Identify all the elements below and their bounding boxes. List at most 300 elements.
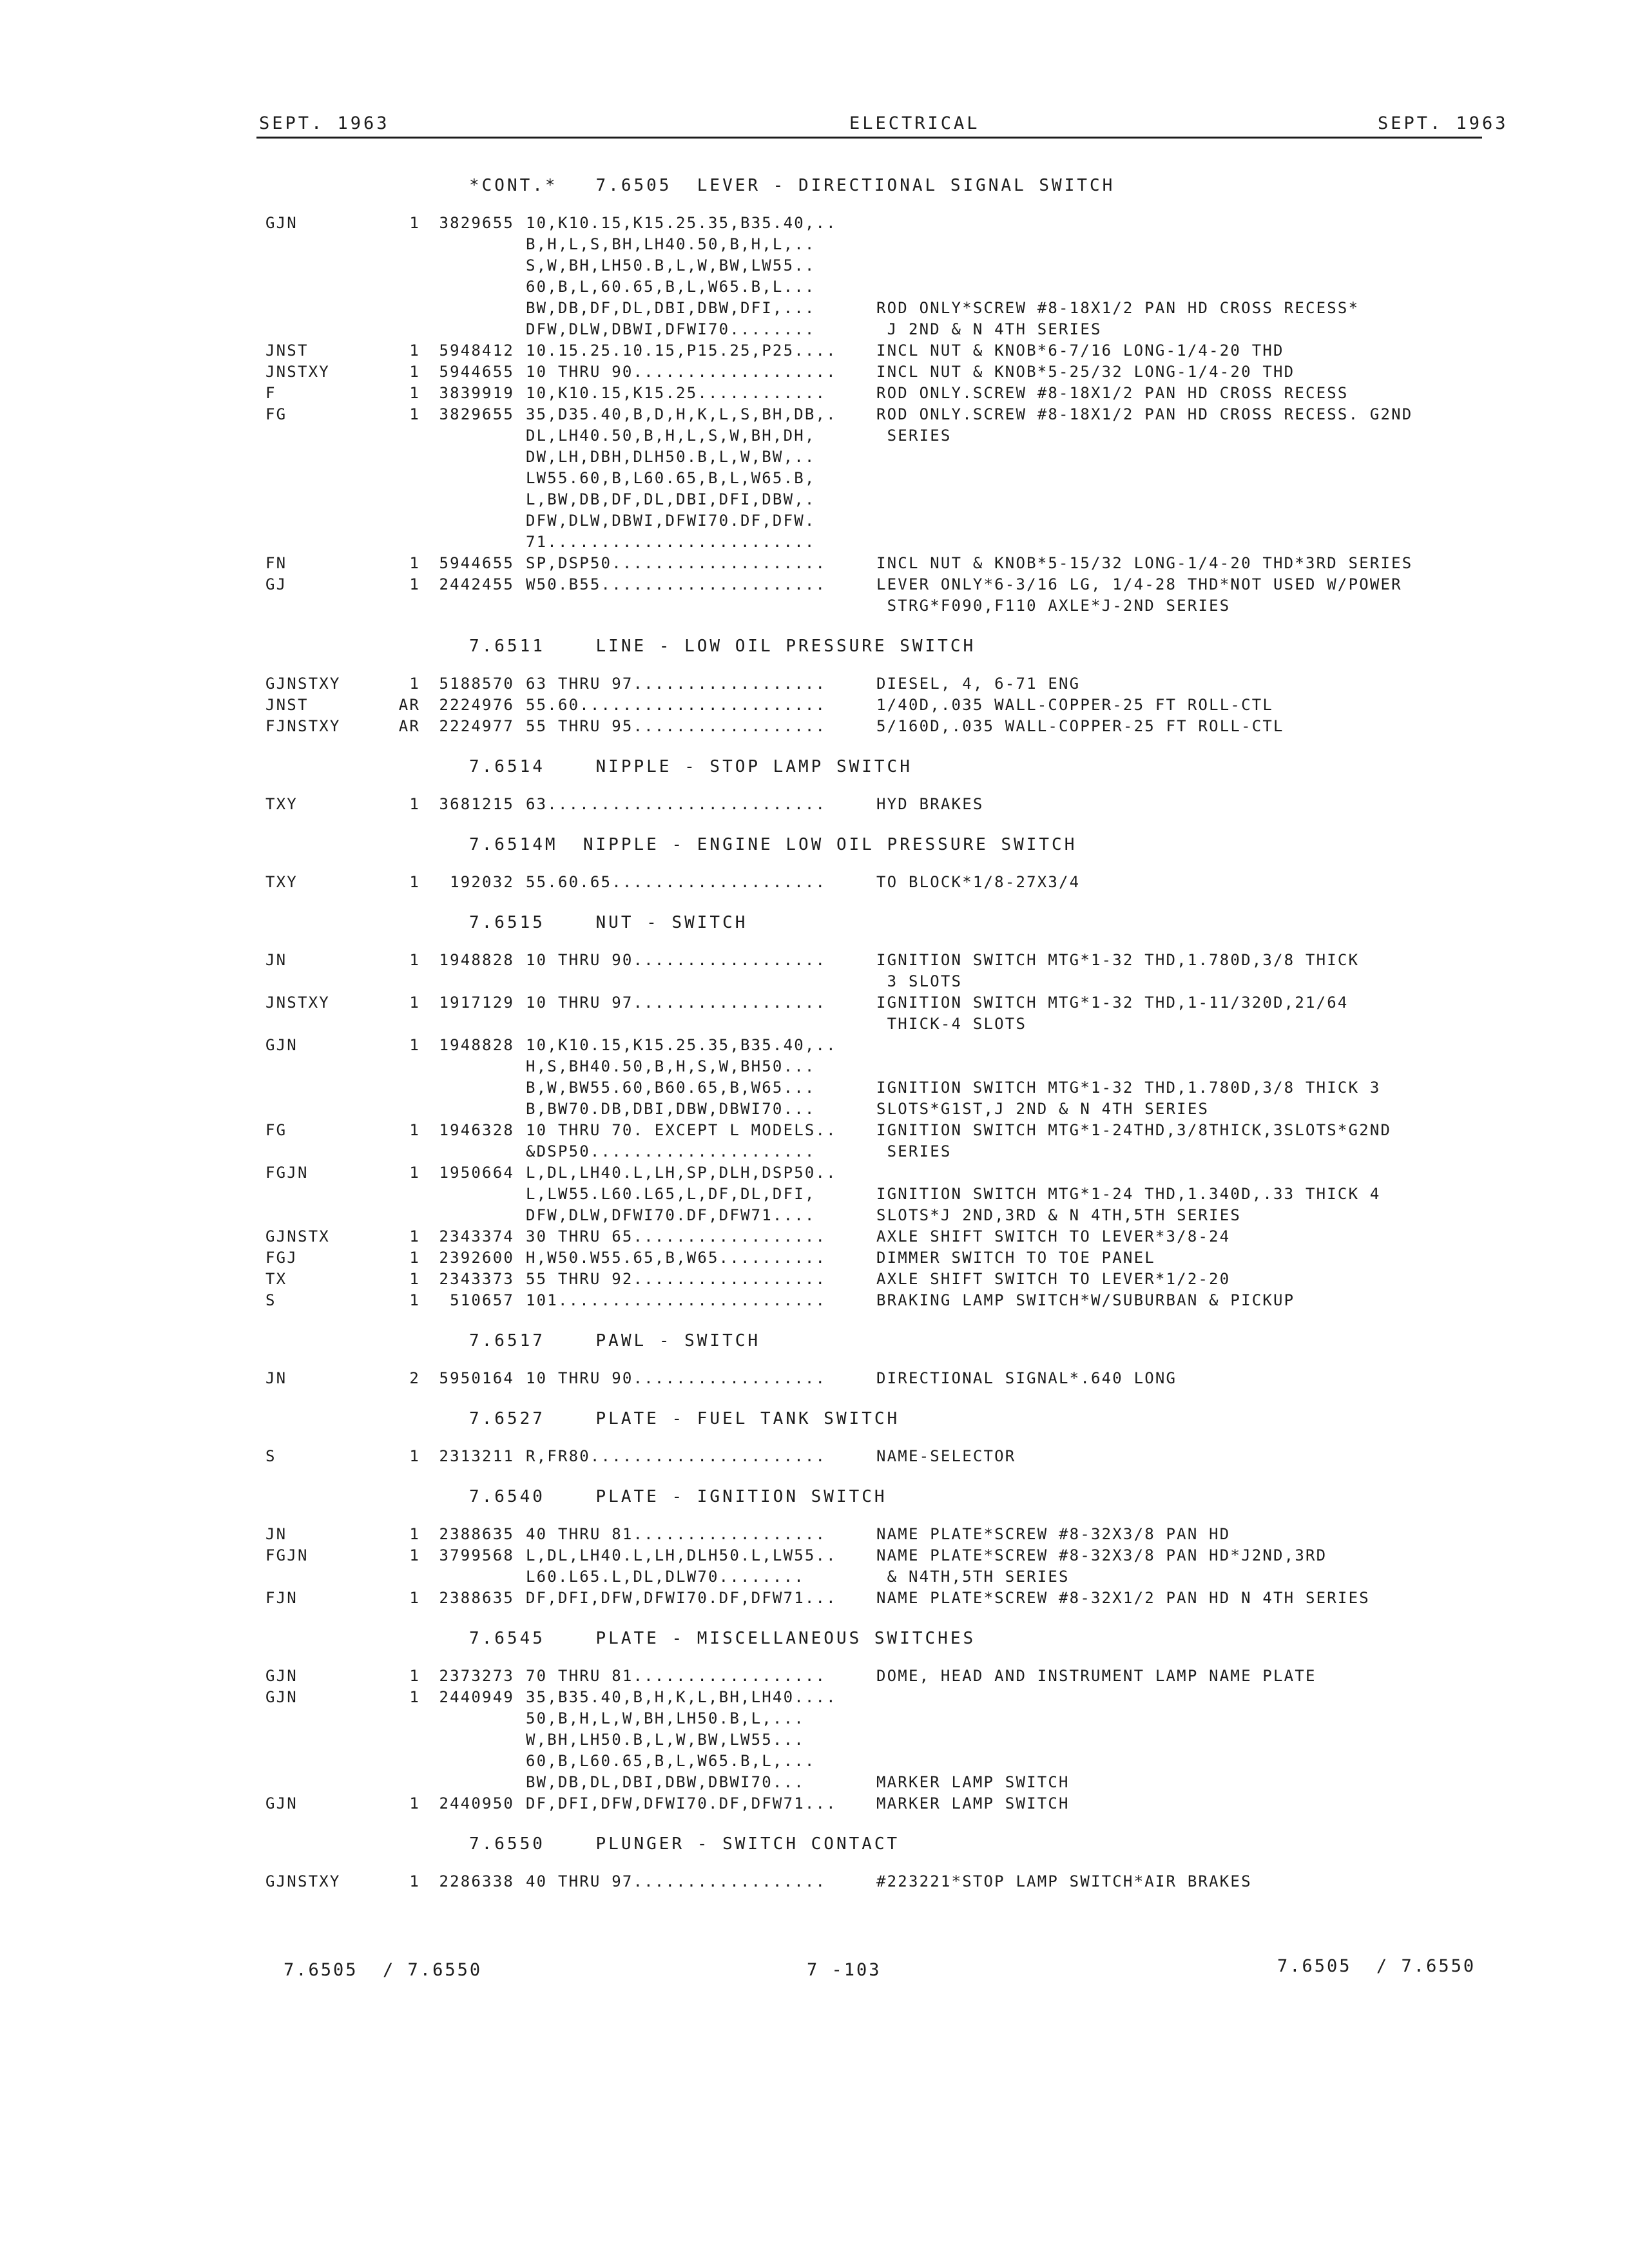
- part-line: [265, 1184, 1490, 1205]
- quantity: 1: [409, 951, 420, 969]
- description: IGNITION SWITCH MTG*1-32 THD,1.780D,3/8 THICK 3: [876, 1079, 1381, 1097]
- description: [876, 255, 1490, 276]
- part-line: [265, 1205, 1490, 1226]
- part-line: [265, 1666, 1490, 1687]
- column-gap: [514, 1226, 526, 1247]
- part-entry: [265, 1524, 1490, 1545]
- quantity: [388, 1566, 420, 1588]
- part-number: [420, 1751, 514, 1772]
- quantity: 1: [409, 1291, 420, 1309]
- application: 70 THRU 81..................: [526, 1667, 827, 1685]
- description: IGNITION SWITCH MTG*1-32 THD,1-11/320D,21/64: [876, 994, 1349, 1012]
- part-line: [265, 447, 1490, 468]
- column-gap: [514, 298, 526, 319]
- section-title: 7.6511 LINE - LOW OIL PRESSURE SWITCH: [469, 637, 976, 656]
- column-gap: [514, 276, 526, 298]
- part-number: 3681215: [439, 795, 514, 813]
- part-line: [265, 213, 1490, 234]
- application: 60,B,L60.65,B,L,W65.B,L,...: [526, 1752, 816, 1770]
- quantity: [388, 1077, 420, 1099]
- model-codes: [265, 255, 388, 276]
- catalog-section: [265, 1406, 1490, 1467]
- part-line: [265, 1446, 1490, 1467]
- description: IGNITION SWITCH MTG*1-32 THD,1.780D,3/8 THICK: [876, 951, 1360, 969]
- part-number: 1950664: [439, 1164, 514, 1182]
- page-footer-right: 7.6505 / 7.6550: [1277, 1956, 1476, 1976]
- part-line: [265, 361, 1490, 383]
- part-number: [420, 319, 514, 340]
- model-codes: [265, 276, 388, 298]
- part-entry: [265, 1269, 1490, 1290]
- part-number: [420, 298, 514, 319]
- description: DOME, HEAD AND INSTRUMENT LAMP NAME PLATE: [876, 1667, 1316, 1685]
- application: DFW,DLW,DBWI,DFWI70.DF,DFW.: [526, 512, 816, 530]
- part-line: [265, 1056, 1490, 1077]
- description: 3 SLOTS: [876, 972, 963, 990]
- quantity: 1: [409, 1164, 420, 1182]
- part-number: 3799568: [439, 1546, 514, 1564]
- application: DF,DFI,DFW,DFWI70.DF,DFW71...: [526, 1589, 837, 1607]
- description: BRAKING LAMP SWITCH*W/SUBURBAN & PICKUP: [876, 1291, 1295, 1309]
- model-codes: TX: [265, 1270, 287, 1288]
- column-gap: [514, 872, 526, 893]
- part-number: 3839919: [439, 384, 514, 402]
- application: B,BW70.DB,DBI,DBW,DBWI70...: [526, 1100, 816, 1118]
- part-number: [420, 510, 514, 532]
- column-gap: [514, 1729, 526, 1751]
- part-number: [420, 1099, 514, 1120]
- application: 101.........................: [526, 1291, 827, 1309]
- part-number: [420, 447, 514, 468]
- description: NAME PLATE*SCREW #8-32X1/2 PAN HD N 4TH SERIES: [876, 1589, 1370, 1607]
- part-entry: [265, 1368, 1490, 1389]
- model-codes: JN: [265, 951, 287, 969]
- model-codes: [265, 1184, 388, 1205]
- part-entry: [265, 1247, 1490, 1269]
- application: DW,LH,DBH,DLH50.B,L,W,BW,..: [526, 448, 816, 466]
- description: & N4TH,5TH SERIES: [876, 1568, 1070, 1586]
- application: 10 THRU 90..................: [526, 1369, 827, 1387]
- part-entry: [265, 574, 1490, 617]
- application: S,W,BH,LH50.B,L,W,BW,LW55..: [526, 256, 816, 274]
- column-gap: [514, 532, 526, 553]
- description: MARKER LAMP SWITCH: [876, 1794, 1070, 1812]
- application: 55.60.......................: [526, 696, 827, 714]
- part-entry: [265, 1226, 1490, 1247]
- quantity: AR: [398, 717, 420, 735]
- application: 35,B35.40,B,H,K,L,BH,LH40....: [526, 1688, 837, 1706]
- description: DIMMER SWITCH TO TOE PANEL: [876, 1249, 1155, 1267]
- description: ROD ONLY.SCREW #8-18X1/2 PAN HD CROSS RECESS. G2ND: [876, 405, 1413, 423]
- application: 10 THRU 90..................: [526, 951, 827, 969]
- quantity: [388, 1099, 420, 1120]
- part-line: [265, 532, 1490, 553]
- application: 10.15.25.10.15,P15.25,P25....: [526, 341, 837, 360]
- quantity: 1: [409, 1872, 420, 1890]
- quantity: [388, 1729, 420, 1751]
- part-number: [420, 468, 514, 489]
- part-entry: [265, 1666, 1490, 1687]
- part-number: [420, 1772, 514, 1793]
- application: 10,K10.15,K15.25.35,B35.40,..: [526, 214, 837, 232]
- application: DFW,DLW,DBWI,DFWI70........: [526, 320, 816, 338]
- section-entries: [265, 673, 1490, 737]
- description: [876, 1751, 1490, 1772]
- part-number: [420, 1056, 514, 1077]
- part-number: [420, 1729, 514, 1751]
- column-gap: [514, 574, 526, 595]
- part-entry: [265, 716, 1490, 737]
- application: [526, 1014, 876, 1035]
- section-title: 7.6550 PLUNGER - SWITCH CONTACT: [469, 1834, 900, 1854]
- part-line: [265, 1524, 1490, 1545]
- column-gap: [514, 383, 526, 404]
- part-entry: [265, 361, 1490, 383]
- part-number: [420, 1205, 514, 1226]
- part-line: [265, 992, 1490, 1014]
- model-codes: FG: [265, 405, 287, 423]
- quantity: [388, 468, 420, 489]
- part-line: [265, 574, 1490, 595]
- column-gap: [514, 1269, 526, 1290]
- part-line: [265, 1729, 1490, 1751]
- column-gap: [514, 1524, 526, 1545]
- part-line: [265, 1035, 1490, 1056]
- column-gap: [514, 489, 526, 510]
- application: 40 THRU 81..................: [526, 1525, 827, 1543]
- part-line: [265, 1120, 1490, 1141]
- quantity: [388, 510, 420, 532]
- part-line: [265, 255, 1490, 276]
- column-gap: [514, 425, 526, 447]
- model-codes: FJN: [265, 1589, 298, 1607]
- quantity: [388, 971, 420, 992]
- quantity: 1: [409, 873, 420, 891]
- model-codes: [265, 298, 388, 319]
- part-line: [265, 468, 1490, 489]
- application: DL,LH40.50,B,H,L,S,W,BH,DH,: [526, 427, 816, 445]
- model-codes: [265, 1141, 388, 1162]
- model-codes: [265, 1772, 388, 1793]
- column-gap: [514, 1708, 526, 1729]
- part-line: [265, 276, 1490, 298]
- column-gap: [514, 510, 526, 532]
- part-entry: [265, 340, 1490, 361]
- quantity: [388, 319, 420, 340]
- column-gap: [514, 992, 526, 1014]
- part-entry: [265, 1035, 1490, 1120]
- section-title: 7.6514 NIPPLE - STOP LAMP SWITCH: [469, 757, 912, 776]
- part-entry: [265, 673, 1490, 695]
- catalog-section: [265, 1484, 1490, 1609]
- model-codes: [265, 319, 388, 340]
- model-codes: S: [265, 1291, 276, 1309]
- column-gap: [514, 553, 526, 574]
- part-line: [265, 340, 1490, 361]
- column-gap: [514, 319, 526, 340]
- quantity: 1: [409, 1589, 420, 1607]
- description: [876, 1162, 1490, 1184]
- quantity: 1: [409, 1688, 420, 1706]
- description: [876, 1708, 1490, 1729]
- application: 71.........................: [526, 533, 816, 551]
- application: 10 THRU 97..................: [526, 994, 827, 1012]
- quantity: 1: [409, 1667, 420, 1685]
- model-codes: [265, 1751, 388, 1772]
- model-codes: GJ: [265, 575, 287, 593]
- description: #223221*STOP LAMP SWITCH*AIR BRAKES: [876, 1872, 1252, 1890]
- part-number: 1917129: [439, 994, 514, 1012]
- part-number: 1948828: [439, 1036, 514, 1054]
- description: SERIES: [876, 427, 952, 445]
- part-entry: [265, 794, 1490, 815]
- part-line: [265, 1162, 1490, 1184]
- part-number: 5188570: [439, 675, 514, 693]
- description: INCL NUT & KNOB*5-25/32 LONG-1/4-20 THD: [876, 363, 1295, 381]
- column-gap: [514, 447, 526, 468]
- quantity: [388, 489, 420, 510]
- application: 63 THRU 97..................: [526, 675, 827, 693]
- part-line: [265, 1099, 1490, 1120]
- quantity: [388, 276, 420, 298]
- part-number: 2440950: [439, 1794, 514, 1812]
- part-entry: [265, 1446, 1490, 1467]
- part-number: 5944655: [439, 554, 514, 572]
- application: BW,DB,DL,DBI,DBW,DBWI70...: [526, 1773, 805, 1791]
- description: ROD ONLY.SCREW #8-18X1/2 PAN HD CROSS RECESS: [876, 384, 1349, 402]
- quantity: [388, 1014, 420, 1035]
- description: [876, 1035, 1490, 1056]
- description: IGNITION SWITCH MTG*1-24THD,3/8THICK,3SLOTS*G2ND: [876, 1121, 1392, 1139]
- part-line: [265, 1290, 1490, 1311]
- part-number: [420, 489, 514, 510]
- description: 1/40D,.035 WALL-COPPER-25 FT ROLL-CTL: [876, 696, 1274, 714]
- part-number: [420, 425, 514, 447]
- part-line: [265, 1077, 1490, 1099]
- part-entry: [265, 383, 1490, 404]
- application: R,FR80......................: [526, 1447, 827, 1465]
- model-codes: [265, 510, 388, 532]
- description: SLOTS*J 2ND,3RD & N 4TH,5TH SERIES: [876, 1206, 1242, 1224]
- quantity: 1: [409, 675, 420, 693]
- model-codes: TXY: [265, 873, 298, 891]
- application: 63..........................: [526, 795, 827, 813]
- application: SP,DSP50....................: [526, 554, 827, 572]
- application: H,W50.W55.65,B,W65..........: [526, 1249, 827, 1267]
- catalog-section: [265, 1328, 1490, 1389]
- application: DFW,DLW,DFWI70.DF,DFW71....: [526, 1206, 816, 1224]
- quantity: [388, 1772, 420, 1793]
- part-line: [265, 716, 1490, 737]
- description: AXLE SHIFT SWITCH TO LEVER*1/2-20: [876, 1270, 1231, 1288]
- column-gap: [514, 1545, 526, 1566]
- quantity: [388, 1751, 420, 1772]
- description: [876, 1729, 1490, 1751]
- part-number: [420, 1077, 514, 1099]
- column-gap: [514, 1566, 526, 1588]
- page-header-right: SEPT. 1963: [1378, 113, 1509, 133]
- application: BW,DB,DF,DL,DBI,DBW,DFI,...: [526, 299, 816, 317]
- description: 5/160D,.035 WALL-COPPER-25 FT ROLL-CTL: [876, 717, 1284, 735]
- quantity: 1: [409, 1447, 420, 1465]
- column-gap: [514, 1687, 526, 1708]
- part-number: [420, 276, 514, 298]
- part-line: [265, 1226, 1490, 1247]
- application: L,DL,LH40.L,LH,SP,DLH,DSP50..: [526, 1164, 837, 1182]
- application: B,H,L,S,BH,LH40.50,B,H,L,..: [526, 235, 816, 253]
- application: LW55.60,B,L60.65,B,L,W65.B,: [526, 469, 816, 487]
- quantity: 1: [409, 363, 420, 381]
- part-line: [265, 425, 1490, 447]
- part-line: [265, 1141, 1490, 1162]
- part-number: 3829655: [439, 405, 514, 423]
- quantity: 1: [409, 1270, 420, 1288]
- part-line: [265, 1014, 1490, 1035]
- section-entries: [265, 794, 1490, 815]
- description: NAME PLATE*SCREW #8-32X3/8 PAN HD*J2ND,3RD: [876, 1546, 1327, 1564]
- column-gap: [514, 340, 526, 361]
- part-number: [420, 234, 514, 255]
- part-number: [420, 971, 514, 992]
- model-codes: JNST: [265, 341, 309, 360]
- part-number: [420, 1708, 514, 1729]
- description: INCL NUT & KNOB*6-7/16 LONG-1/4-20 THD: [876, 341, 1284, 360]
- column-gap: [514, 950, 526, 971]
- part-line: [265, 1368, 1490, 1389]
- model-codes: [265, 1708, 388, 1729]
- model-codes: FGJN: [265, 1164, 309, 1182]
- part-number: 2392600: [439, 1249, 514, 1267]
- description: THICK-4 SLOTS: [876, 1015, 1027, 1033]
- section-entries: [265, 1368, 1490, 1389]
- page-header-center: ELECTRICAL: [849, 113, 980, 133]
- description: MARKER LAMP SWITCH: [876, 1773, 1070, 1791]
- part-number: [420, 255, 514, 276]
- model-codes: FJNSTXY: [265, 717, 341, 735]
- model-codes: [265, 234, 388, 255]
- column-gap: [514, 1141, 526, 1162]
- quantity: 1: [409, 575, 420, 593]
- part-number: [420, 1184, 514, 1205]
- description: SERIES: [876, 1142, 952, 1160]
- part-number: [420, 1566, 514, 1588]
- column-gap: [514, 234, 526, 255]
- part-number: 2442455: [439, 575, 514, 593]
- application: 10,K10.15,K15.25.35,B35.40,..: [526, 1036, 837, 1054]
- application: 55.60.65....................: [526, 873, 827, 891]
- description: SLOTS*G1ST,J 2ND & N 4TH SERIES: [876, 1100, 1210, 1118]
- application: 60,B,L,60.65,B,L,W65.B,L...: [526, 278, 816, 296]
- part-line: [265, 404, 1490, 425]
- column-gap: [514, 794, 526, 815]
- part-number: [420, 1014, 514, 1035]
- application: [526, 595, 876, 617]
- model-codes: GJN: [265, 1688, 298, 1706]
- model-codes: GJN: [265, 1794, 298, 1812]
- description: [876, 510, 1490, 532]
- part-number: 2388635: [439, 1525, 514, 1543]
- column-gap: [514, 1666, 526, 1687]
- column-gap: [514, 1099, 526, 1120]
- part-line: [265, 1247, 1490, 1269]
- quantity: 1: [409, 1249, 420, 1267]
- application: 55 THRU 92..................: [526, 1270, 827, 1288]
- model-codes: GJN: [265, 1036, 298, 1054]
- part-number: 2373273: [439, 1667, 514, 1685]
- application: [526, 971, 876, 992]
- page-footer-left: 7.6505 / 7.6550: [284, 1960, 483, 1980]
- application: 50,B,H,L,W,BH,LH50.B,L,...: [526, 1709, 805, 1727]
- column-gap: [514, 404, 526, 425]
- part-line: [265, 234, 1490, 255]
- quantity: 1: [409, 1525, 420, 1543]
- model-codes: [265, 425, 388, 447]
- quantity: AR: [398, 696, 420, 714]
- quantity: [388, 532, 420, 553]
- description: NAME PLATE*SCREW #8-32X3/8 PAN HD: [876, 1525, 1231, 1543]
- model-codes: [265, 1566, 388, 1588]
- quantity: 1: [409, 341, 420, 360]
- column-gap: [514, 695, 526, 716]
- part-line: [265, 1708, 1490, 1729]
- quantity: 2: [409, 1369, 420, 1387]
- part-line: [265, 383, 1490, 404]
- model-codes: TXY: [265, 795, 298, 813]
- part-line: [265, 673, 1490, 695]
- application: 10 THRU 70. EXCEPT L MODELS..: [526, 1121, 837, 1139]
- model-codes: [265, 1077, 388, 1099]
- model-codes: FG: [265, 1121, 287, 1139]
- quantity: 1: [409, 405, 420, 423]
- quantity: [388, 447, 420, 468]
- column-gap: [514, 1368, 526, 1389]
- model-codes: [265, 468, 388, 489]
- application: 10,K10.15,K15.25............: [526, 384, 827, 402]
- column-gap: [514, 595, 526, 617]
- description: IGNITION SWITCH MTG*1-24 THD,1.340D,.33 THICK 4: [876, 1185, 1381, 1203]
- application: &DSP50.....................: [526, 1142, 816, 1160]
- part-number: 5944655: [439, 363, 514, 381]
- application: L,BW,DB,DF,DL,DBI,DFI,DBW,.: [526, 490, 816, 508]
- catalog-section: [265, 173, 1490, 617]
- section-title: 7.6527 PLATE - FUEL TANK SWITCH: [469, 1409, 900, 1428]
- description: NAME-SELECTOR: [876, 1447, 1016, 1465]
- part-line: [265, 489, 1490, 510]
- description: TO BLOCK*1/8-27X3/4: [876, 873, 1081, 891]
- column-gap: [514, 1035, 526, 1056]
- part-entry: [265, 1588, 1490, 1609]
- column-gap: [514, 716, 526, 737]
- part-line: [265, 319, 1490, 340]
- part-line: [265, 1871, 1490, 1892]
- quantity: 1: [409, 1546, 420, 1564]
- column-gap: [514, 255, 526, 276]
- model-codes: [265, 1014, 388, 1035]
- column-gap: [514, 1871, 526, 1892]
- part-number: 2286338: [439, 1872, 514, 1890]
- model-codes: FGJN: [265, 1546, 309, 1564]
- description: [876, 276, 1490, 298]
- column-gap: [514, 971, 526, 992]
- description: [876, 447, 1490, 468]
- column-gap: [514, 1290, 526, 1311]
- part-line: [265, 695, 1490, 716]
- part-line: [265, 1269, 1490, 1290]
- description: AXLE SHIFT SWITCH TO LEVER*3/8-24: [876, 1227, 1231, 1245]
- part-entry: [265, 1687, 1490, 1793]
- description: HYD BRAKES: [876, 795, 984, 813]
- model-codes: GJNSTXY: [265, 675, 341, 693]
